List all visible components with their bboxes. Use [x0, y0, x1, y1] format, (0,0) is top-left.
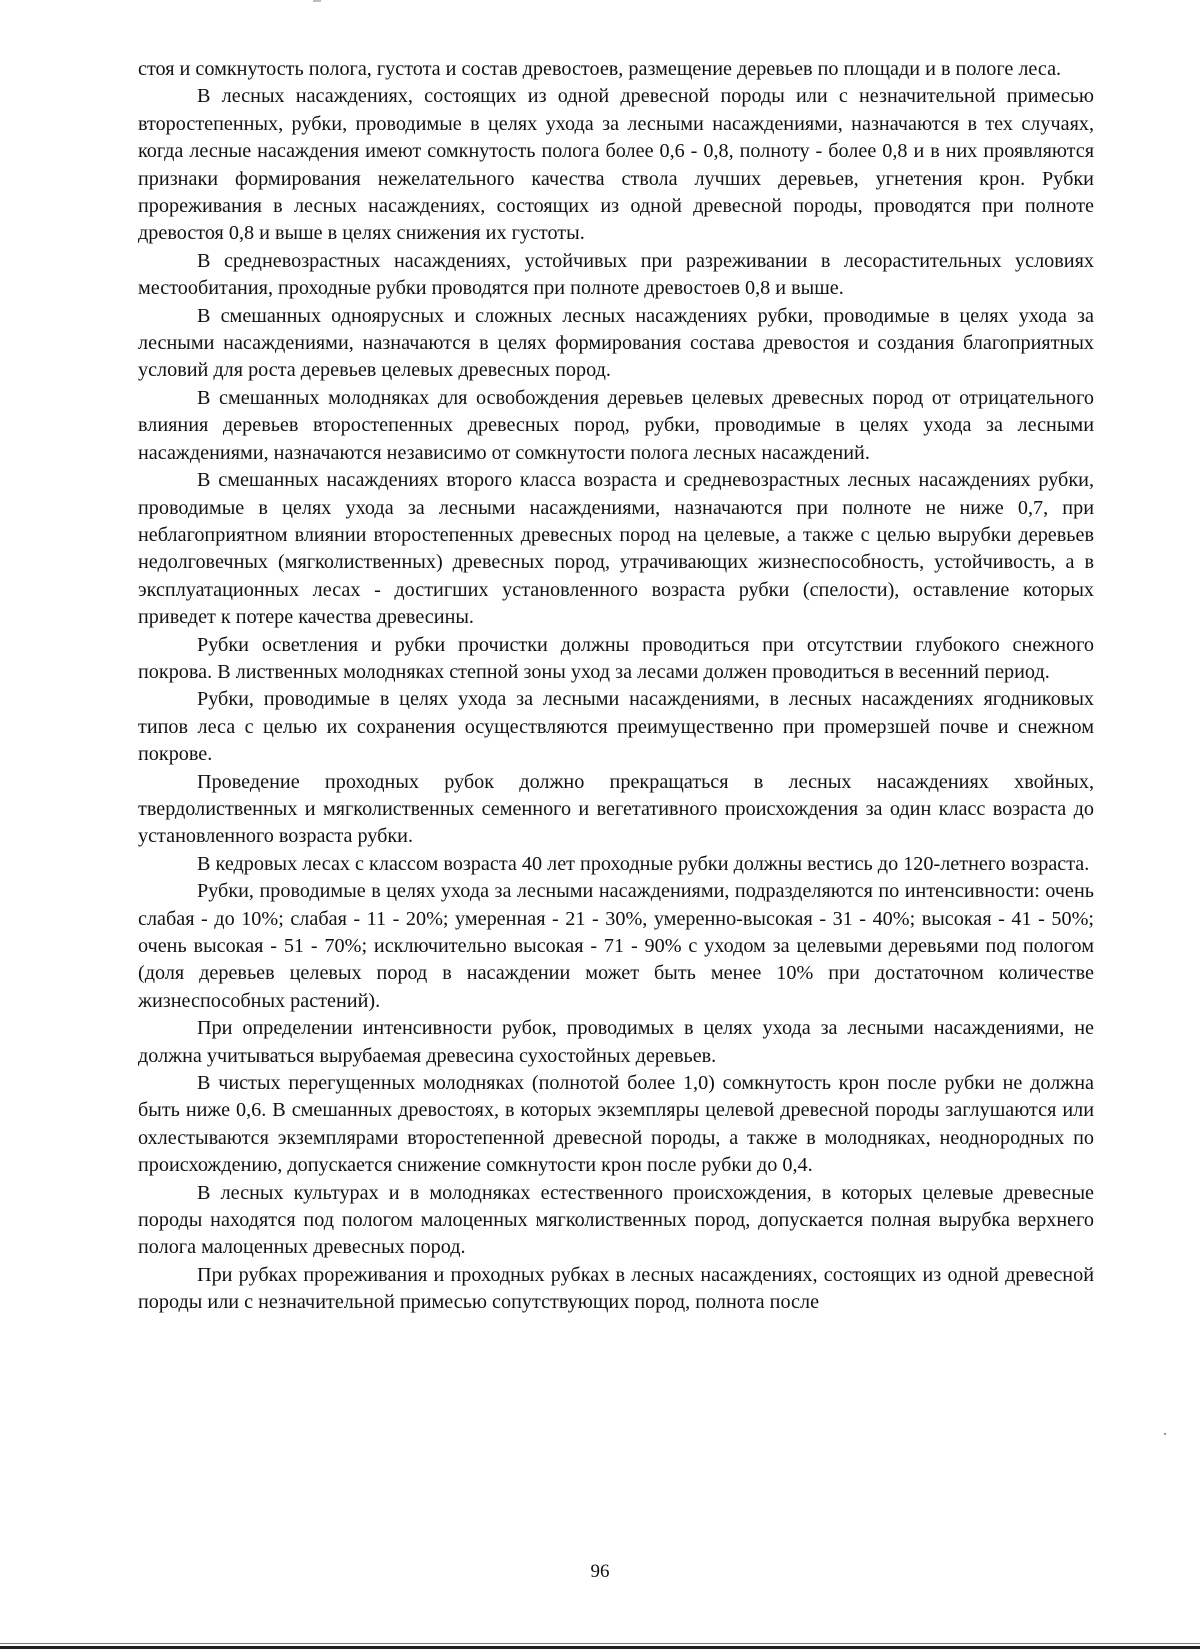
paragraph-6: В смешанных насаждениях второго класса возраста и средневозрастных лесных насаждениях рубки, проводимые в целях ухода за лесными насаждениями, назначаются при полноте не ниже 0,7, при неблагоприятном влиянии второстепенных древесных пород на целевые, а также с целью вырубки деревьев недолговечных (мягколиственных) древесных пород, утрачивающих жизнеспособность, устойчивость, а в эксплуатационных лесах - достигших установленного возраста рубки (спелости), оставление которых приведет к потере качества древесины. [138, 469, 1094, 629]
paragraph-2: В лесных насаждениях, состоящих из одной древесной породы или с незначительной примесью второстепенных, рубки, проводимые в целях ухода за лесными насаждениями, назначаются в тех случаях, когда лесные насаждения имеют сомкнутость полога более 0,6 - 0,8, полноту - более 0,8 и в них проявляются признаки формирования нежелательного качества ствола лучших деревьев, угнетения крон. Рубки прореживания в лесных насаждениях, состоящих из одной древесной породы, проводятся при полноте древостоя 0,8 и выше в целях снижения их густоты. [138, 85, 1094, 245]
paragraph-9: Проведение проходных рубок должно прекращаться в лесных насаждениях хвойных, твердолиственных и мягколиственных семенного и вегетативного происхождения за один класс возраста до установленного возраста рубки. [138, 770, 1094, 848]
paragraph-11: Рубки, проводимые в целях ухода за лесными насаждениями, подразделяются по интенсивности: очень слабая - до 10%; слабая - 11 - 20%; умеренная - 21 - 30%, умеренно-высокая - 31 - 40%; высокая - 41 - 50%; очень высокая - 51 - 70%; исключительно высокая - 71 - 90% с уходом за целевыми деревьями под пологом (доля деревьев целевых пород в насаждении может быть менее 10% при достаточном количестве жизнеспособных растений). [138, 880, 1094, 1012]
bottom-edge-line [0, 1646, 1200, 1649]
paragraph-7: Рубки осветления и рубки прочистки должны проводиться при отсутствии глубокого снежного покрова. В лиственных молодняках степной зоны уход за лесами должен проводиться в весенний период. [138, 633, 1094, 683]
paragraph-8: Рубки, проводимые в целях ухода за лесными насаждениями, в лесных насаждениях ягодниковых типов леса с целью их сохранения осуществляются преимущественно при промерзшей почве и снежном покрове. [138, 688, 1094, 766]
paragraph-13: В чистых перегущенных молодняках (полнотой более 1,0) сомкнутость крон после рубки не должна быть ниже 0,6. В смешанных древостоях, в которых экземпляры целевой древесной породы заглушаются или охлестываются экземплярами второстепенной древесной породы, а также в молодняках, неоднородных по происхождению, допускается снижение сомкнутости крон после рубки до 0,4. [138, 1072, 1094, 1177]
body-text [138, 56, 1094, 1317]
page-number: 96 [590, 1561, 610, 1582]
paragraph-3: В средневозрастных насаждениях, устойчивых при разреживании в лесорастительных условиях местообитания, проходные рубки проводятся при полноте древостоев 0,8 и выше. [138, 249, 1094, 300]
paragraph-14: В лесных культурах и в молодняках естественного происхождения, в которых целевые древесные породы находятся под пологом малоценных мягколиственных пород, допускается полная вырубка верхнего полога малоценных древесных пород. [138, 1181, 1094, 1259]
paragraph-4: В смешанных одноярусных и сложных лесных насаждениях рубки, проводимые в целях ухода за лесными насаждениями, назначаются в целях формирования состава древостоя и создания благоприятных условий для роста деревьев целевых древесных пород. [138, 304, 1094, 382]
bottom-edge-line-thin [0, 1643, 1200, 1644]
scan-artifact-side [1164, 1433, 1166, 1435]
paragraph-1: стоя и сомкнутость полога, густота и состав древостоев, размещение деревьев по площади и в пологе леса. [138, 58, 1062, 80]
paragraph-10: В кедровых лесах с классом возраста 40 лет проходные рубки должны вестись до 120-летнего возраста. [197, 852, 1090, 875]
paragraph-5: В смешанных молодняках для освобождения деревьев целевых древесных пород от отрицательного влияния деревьев второстепенных древесных пород, рубки, проводимые в целях ухода за лесными насаждениями, назначаются независимо от сомкнутости полога лесных насаждений. [138, 386, 1094, 464]
paragraph-12: При определении интенсивности рубок, проводимых в целях ухода за лесными насаждениями, не должна учитываться вырубаемая древесина сухостойных деревьев. [138, 1017, 1094, 1067]
scan-artifact-top [313, 0, 321, 2]
paragraph-15: При рубках прореживания и проходных рубках в лесных насаждениях, состоящих из одной древесной породы или с незначительной примесью сопутствующих пород, полнота после [138, 1263, 1094, 1314]
